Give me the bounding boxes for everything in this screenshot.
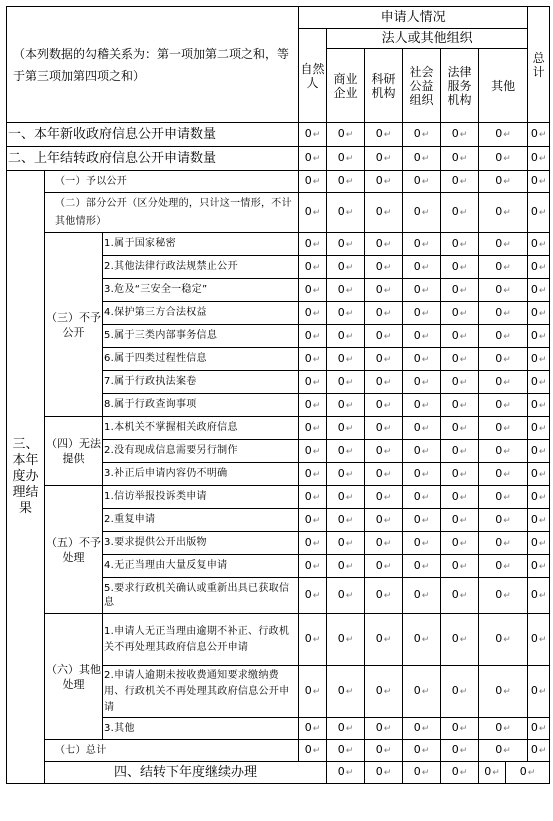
row-label-new: 一、本年新收政府信息公开申请数量 [7,123,299,147]
value-cell: 0 ↵ [479,394,528,417]
value-cell: 0 ↵ [365,279,403,302]
value-cell: 0 ↵ [365,463,403,486]
item-label: 7.属于行政执法案卷 [103,371,299,394]
item-label: 8.属于行政查询事项 [103,394,299,417]
item-label: 1.信访举报投诉类申请 [103,486,299,509]
value-cell: 0 ↵ [365,394,403,417]
value-cell: 0 ↵ [327,123,365,147]
row-label-carried: 二、上年结转政府信息公开申请数量 [7,147,299,171]
row-label-results: 三、本年度办理结果 [7,171,45,784]
value-cell: 0 ↵ [479,371,528,394]
table-row [7,740,550,762]
value-cell: 0 ↵ [299,256,327,279]
value-cell: 0 ↵ [403,440,441,463]
value-cell: 0 ↵ [506,762,550,784]
value-cell: 0 ↵ [365,666,403,718]
value-cell: 0 ↵ [403,762,441,784]
value-cell: 0 ↵ [528,486,550,509]
value-cell: 0 ↵ [299,171,327,193]
value-cell: 0 ↵ [299,417,327,440]
value-cell: 0 ↵ [441,532,479,555]
value-cell: 0 ↵ [403,614,441,666]
value-cell: 0 ↵ [403,394,441,417]
value-cell: 0 ↵ [403,193,441,233]
item-label: 1.属于国家秘密 [103,233,299,256]
value-cell: 0 ↵ [365,147,403,171]
item-label: 1.申请人无正当理由逾期不补正、行政机关不再处理其政府信息公开申请 [103,614,299,666]
value-cell: 0 ↵ [441,666,479,718]
value-cell: 0 ↵ [327,279,365,302]
value-cell: 0 ↵ [365,123,403,147]
value-cell: 0 ↵ [479,123,528,147]
value-cell: 0 ↵ [441,614,479,666]
value-cell: 0 ↵ [299,509,327,532]
item-label: 3.危及“三安全一稳定” [103,279,299,302]
value-cell: 0 ↵ [327,193,365,233]
table-note: （本列数据的勾稽关系为：第一项加第二项之和，等于第三项加第四项之和） [7,7,299,123]
value-cell: 0 ↵ [403,532,441,555]
value-cell: 0 ↵ [441,348,479,371]
value-cell: 0 ↵ [528,256,550,279]
value-cell: 0 ↵ [327,371,365,394]
value-cell: 0 ↵ [299,302,327,325]
value-cell: 0 ↵ [528,193,550,233]
value-cell: 0 ↵ [365,509,403,532]
value-cell: 0 ↵ [479,348,528,371]
value-cell: 0 ↵ [403,509,441,532]
value-cell: 0 ↵ [327,348,365,371]
value-cell: 0 ↵ [441,193,479,233]
value-cell: 0 ↵ [479,440,528,463]
value-cell: 0 ↵ [365,614,403,666]
table-row [7,614,550,666]
value-cell: 0 ↵ [441,440,479,463]
value-cell: 0 ↵ [403,348,441,371]
research-header: 科研机构 [365,49,403,123]
table-row [7,171,550,193]
value-cell: 0 ↵ [327,718,365,740]
value-cell: 0 ↵ [365,171,403,193]
value-cell: 0 ↵ [479,147,528,171]
value-cell: 0 ↵ [365,440,403,463]
value-cell: 0 ↵ [299,614,327,666]
table-row [7,486,550,509]
item-label: 5.要求行政机关确认或重新出具已获取信息 [103,578,299,614]
table-row [7,233,550,256]
item-label: 3.补正后申请内容仍不明确 [103,463,299,486]
value-cell: 0 ↵ [327,614,365,666]
item-label: 6.属于四类过程性信息 [103,348,299,371]
item-label: 3.要求提供公开出版物 [103,532,299,555]
value-cell: 0 ↵ [479,509,528,532]
row-label-next-year: 四、结转下年度继续办理 [45,762,327,784]
value-cell: 0 ↵ [327,302,365,325]
group-label-partial: （二）部分公开（区分处理的，只计这一情形，不计其他情形） [45,193,299,233]
value-cell: 0 ↵ [327,394,365,417]
value-cell: 0 ↵ [365,348,403,371]
value-cell: 0 ↵ [299,279,327,302]
item-label: 2.申请人逾期未按收费通知要求缴纳费用、行政机关不再处理其政府信息公开申请 [103,666,299,718]
value-cell: 0 ↵ [528,666,550,718]
value-cell: 0 ↵ [403,123,441,147]
value-cell: 0 ↵ [299,325,327,348]
value-cell: 0 ↵ [403,302,441,325]
value-cell: 0 ↵ [479,193,528,233]
value-cell: 0 ↵ [479,614,528,666]
value-cell: 0 ↵ [479,740,528,762]
value-cell: 0 ↵ [479,666,528,718]
other-header: 其他 [479,49,528,123]
value-cell: 0 ↵ [528,555,550,578]
value-cell: 0 ↵ [365,578,403,614]
value-cell: 0 ↵ [479,555,528,578]
value-cell: 0 ↵ [299,440,327,463]
value-cell: 0 ↵ [327,666,365,718]
value-cell: 0 ↵ [327,509,365,532]
value-cell: 0 ↵ [528,147,550,171]
value-cell: 0 ↵ [528,463,550,486]
group-label-public: （一）予以公开 [45,171,299,193]
statistics-table [6,6,550,784]
value-cell: 0 ↵ [299,193,327,233]
table-row [7,147,550,171]
item-label: 5.属于三类内部事务信息 [103,325,299,348]
value-cell: 0 ↵ [365,762,403,784]
value-cell: 0 ↵ [479,578,528,614]
social-header: 社会公益组织 [403,49,441,123]
value-cell: 0 ↵ [403,417,441,440]
value-cell: 0 ↵ [327,762,365,784]
value-cell: 0 ↵ [479,302,528,325]
value-cell: 0 ↵ [528,614,550,666]
business-header: 商业企业 [327,49,365,123]
value-cell: 0 ↵ [528,718,550,740]
value-cell: 0 ↵ [479,532,528,555]
value-cell: 0 ↵ [365,718,403,740]
value-cell: 0 ↵ [403,256,441,279]
value-cell: 0 ↵ [528,417,550,440]
value-cell: 0 ↵ [528,578,550,614]
group-label-withheld: （三）不予公开 [45,233,103,417]
value-cell: 0 ↵ [299,123,327,147]
value-cell: 0 ↵ [528,371,550,394]
group-label-unavailable: （四）无法提供 [45,417,103,486]
value-cell: 0 ↵ [441,394,479,417]
value-cell: 0 ↵ [528,279,550,302]
value-cell: 0 ↵ [327,486,365,509]
value-cell: 0 ↵ [441,509,479,532]
value-cell: 0 ↵ [403,555,441,578]
value-cell: 0 ↵ [479,486,528,509]
value-cell: 0 ↵ [299,348,327,371]
value-cell: 0 ↵ [299,666,327,718]
value-cell: 0 ↵ [365,417,403,440]
value-cell: 0 ↵ [299,532,327,555]
value-cell: 0 ↵ [327,325,365,348]
value-cell: 0 ↵ [327,532,365,555]
value-cell: 0 ↵ [441,171,479,193]
value-cell: 0 ↵ [528,509,550,532]
value-cell: 0 ↵ [441,740,479,762]
value-cell: 0 ↵ [327,463,365,486]
group-label-total: （七）总计 [45,740,299,762]
group-label-not-processed: （五）不予处理 [45,486,103,614]
value-cell: 0 ↵ [299,486,327,509]
value-cell: 0 ↵ [327,171,365,193]
value-cell: 0 ↵ [403,740,441,762]
value-cell: 0 ↵ [365,193,403,233]
value-cell: 0 ↵ [327,147,365,171]
item-label: 2.没有现成信息需要另行制作 [103,440,299,463]
value-cell: 0 ↵ [365,233,403,256]
item-label: 3.其他 [103,718,299,740]
value-cell: 0 ↵ [403,233,441,256]
value-cell: 0 ↵ [441,417,479,440]
value-cell: 0 ↵ [479,279,528,302]
value-cell: 0 ↵ [327,417,365,440]
value-cell: 0 ↵ [365,532,403,555]
value-cell: 0 ↵ [365,740,403,762]
value-cell: 0 ↵ [528,440,550,463]
value-cell: 0 ↵ [299,394,327,417]
table-row [7,762,550,784]
value-cell: 0 ↵ [441,762,479,784]
item-label: 1.本机关不掌握相关政府信息 [103,417,299,440]
value-cell: 0 ↵ [299,233,327,256]
value-cell: 0 ↵ [327,256,365,279]
value-cell: 0 ↵ [327,578,365,614]
value-cell: 0 ↵ [327,555,365,578]
table-row [7,193,550,233]
item-label: 2.重复申请 [103,509,299,532]
value-cell: 0 ↵ [528,302,550,325]
value-cell: 0 ↵ [528,532,550,555]
value-cell: 0 ↵ [299,555,327,578]
value-cell: 0 ↵ [441,233,479,256]
value-cell: 0 ↵ [299,578,327,614]
legal-person-header: 法人或其他组织 [327,29,528,49]
value-cell: 0 ↵ [365,325,403,348]
value-cell: 0 ↵ [299,147,327,171]
item-label: 4.无正当理由大量反复申请 [103,555,299,578]
value-cell: 0 ↵ [403,371,441,394]
value-cell: 0 ↵ [403,718,441,740]
value-cell: 0 ↵ [327,740,365,762]
value-cell: 0 ↵ [441,302,479,325]
value-cell: 0 ↵ [441,123,479,147]
value-cell: 0 ↵ [403,666,441,718]
value-cell: 0 ↵ [441,325,479,348]
value-cell: 0 ↵ [403,171,441,193]
value-cell: 0 ↵ [479,463,528,486]
natural-person-header: 自然人 [299,29,327,123]
value-cell: 0 ↵ [479,233,528,256]
value-cell: 0 ↵ [403,486,441,509]
value-cell: 0 ↵ [528,740,550,762]
value-cell: 0 ↵ [441,578,479,614]
value-cell: 0 ↵ [441,371,479,394]
value-cell: 0 ↵ [403,578,441,614]
value-cell: 0 ↵ [403,325,441,348]
value-cell: 0 ↵ [441,486,479,509]
value-cell: 0 ↵ [327,440,365,463]
item-label: 4.保护第三方合法权益 [103,302,299,325]
value-cell: 0 ↵ [528,325,550,348]
value-cell: 0 ↵ [441,279,479,302]
value-cell: 0 ↵ [441,147,479,171]
value-cell: 0 ↵ [299,718,327,740]
value-cell: 0 ↵ [528,394,550,417]
value-cell: 0 ↵ [327,233,365,256]
table-row [7,417,550,440]
value-cell: 0 ↵ [365,302,403,325]
value-cell: 0 ↵ [528,171,550,193]
value-cell: 0 ↵ [528,233,550,256]
value-cell: 0 ↵ [441,463,479,486]
value-cell: 0 ↵ [479,718,528,740]
applicant-header: 申请人情况 [299,7,528,29]
value-cell: 0 ↵ [403,463,441,486]
value-cell: 0 ↵ [528,123,550,147]
value-cell: 0 ↵ [441,718,479,740]
value-cell: 0 ↵ [365,371,403,394]
total-header: 总计 [528,7,550,123]
value-cell: 0 ↵ [299,371,327,394]
table-row [7,123,550,147]
value-cell: 0 ↵ [365,486,403,509]
value-cell: 0 ↵ [479,325,528,348]
group-label-other-handling: （六）其他处理 [45,614,103,740]
value-cell: 0 ↵ [479,417,528,440]
legal-service-header: 法律服务机构 [441,49,479,123]
value-cell: 0 ↵ [299,463,327,486]
value-cell: 0 ↵ [365,555,403,578]
value-cell: 0 ↵ [479,256,528,279]
value-cell: 0 ↵ [299,740,327,762]
value-cell: 0 ↵ [365,256,403,279]
value-cell: 0 ↵ [528,348,550,371]
value-cell: 0 ↵ [403,279,441,302]
value-cell: 0 ↵ [479,762,506,784]
value-cell: 0 ↵ [441,555,479,578]
item-label: 2.其他法律行政法规禁止公开 [103,256,299,279]
value-cell: 0 ↵ [441,256,479,279]
value-cell: 0 ↵ [479,171,528,193]
value-cell: 0 ↵ [403,147,441,171]
